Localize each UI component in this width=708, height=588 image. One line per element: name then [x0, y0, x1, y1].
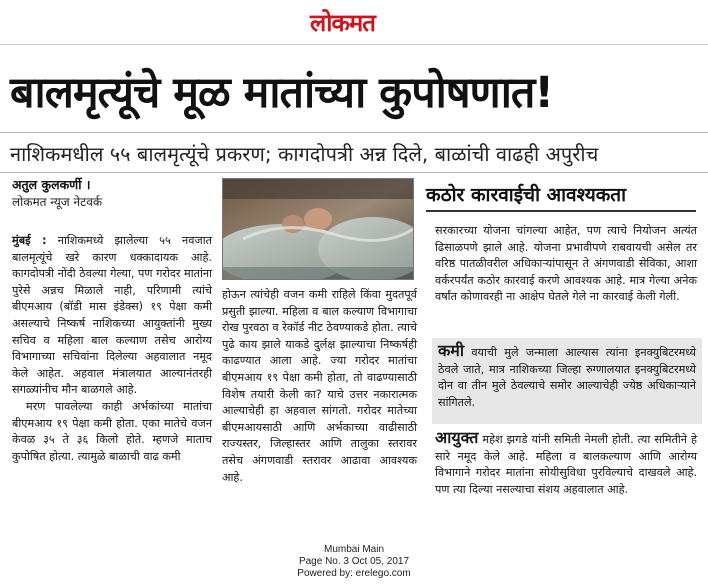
commissioner-text: महेश झगडे यांनी समिती नेमली होती. त्या समितीने हे सारे नमूद केले आहे. महिला व बालकल्याण आणि आरोग्य विभागाने गरोदर मातांना सोयीसुविधा पुरविल्याचे दाखवले आहे. पण त्या दिल्या नसल्याचा संशय अहवालात आहे. — [435, 433, 697, 496]
footer-page-date: Page No. 3 Oct 05, 2017 — [298, 556, 410, 567]
box-paragraph-3 — [435, 430, 697, 498]
commissioner-lead-word: आयुक्त — [435, 428, 479, 447]
lokmat-logo: लोकमत — [310, 8, 375, 37]
box-column — [435, 223, 697, 306]
callout-lead-word: कमी — [438, 341, 465, 360]
subheadline: नाशिकमधील ५५ बालमृत्यूंचे प्रकरण; कागदोपत्री अन्न दिले, बाळांची वाढही अपुरीच — [10, 142, 599, 166]
masthead — [0, 0, 708, 46]
headline: बालमृत्यूंचे मूळ मातांच्या कुपोषणात! — [10, 68, 553, 118]
byline-author: अतुल कुलकर्णी । — [12, 177, 91, 192]
footer-edition: Mumbai Main — [323, 544, 385, 555]
box-heading: कठोर कारवाईची आवश्यकता — [426, 184, 627, 206]
article-column-2 — [222, 287, 417, 486]
dateline: मुंबई : — [12, 234, 47, 247]
byline — [12, 176, 212, 210]
box-column-bottom — [435, 430, 697, 498]
news-photo — [222, 178, 414, 280]
footer — [0, 544, 708, 580]
box-heading-rule — [426, 210, 696, 212]
shaded-callout-text — [438, 343, 696, 411]
headline-rule — [0, 132, 708, 133]
article-column-1 — [12, 233, 212, 465]
callout-text: वयाची मुले जन्माला आल्यास त्यांना इनक्युबिटरमध्ये ठेवले जाते, मात्र नाशिकच्या जिल्हा रुग्णालयात इनक्युबिटरमध्ये दोन वा तीन मुले ठेवल्याचे समोर आल्याचेही ज्येष्ठ अधिकाऱ्याने सांगितले. — [438, 346, 696, 409]
article-paragraph-2: मरण पावलेल्या काही अर्भकांच्या मातांचा बीएमआय १९ पेक्षा कमी होता. एका मातेचे वजन केवळ ३५ ते ३६ किलो होते. म्हणजे माताच कुपोषित होत्या. त्यामुळे बाळाची वाढ कमी — [12, 399, 212, 463]
box-paragraph-1: सरकारच्या योजना चांगल्या आहेत, पण त्याचे नियोजन अत्यंत ढिसाळपणे झाले आहे. योजना प्रभावीपणे राबवायची असेल तर वरिष्ठ पातळीवरील अधिकाऱ्यांपासून ते अंगणवाडी सेविका, आशा वर्करपर्यंत कठोर कारवाई करणे आवश्यक आहे. मात्र गेल्या अनेक वर्षांत कोणावरही ना आक्षेप घेतले गेले ना कारवाई केली गेली. — [435, 224, 697, 304]
article-paragraph-1 — [12, 233, 212, 399]
box-paragraph-2 — [438, 343, 696, 411]
article-paragraph-3: होऊन त्यांचेही वजन कमी राहिले किंवा मुदतपूर्व प्रसुती झाल्या. महिला व बाल कल्याण विभागाचा रोख पुरवठा व रेकॉर्ड नीट ठेवण्याकडे होता. त्याचे पुढे काय झाले याकडे दुर्लक्ष झाल्याचा निष्कर्षही काढण्यात आला आहे. ज्या गरोदर मातांचा बीएमआय १९ पेक्षा कमी होता, तो वाढण्यासाठी विशेष तयारी केली का? याचे उत्तर नकारात्मक आल्याचेही हा अहवाल सांगतो. गरोदर मातेच्या बीएमआयसाठी आणि अर्भकाच्या वाढीसाठी राज्यस्तर, जिल्हास्तर आणि तालुका स्तरावर तसेच अंगणवाडी स्तरावर आढावा आवश्यक आहे. — [222, 288, 417, 484]
subhead-rule — [0, 172, 708, 173]
byline-agency: लोकमत न्यूज नेटवर्क — [12, 195, 103, 209]
masthead-divider — [0, 44, 708, 45]
paragraph-1-text: नाशिकमध्ये झालेल्या ५५ नवजात बालमृत्यूंचे खरे कारण धक्कादायक आहे. कागदोपत्री नोंदी ठेवल्या गेल्या, पण गरोदर मातांना पुरेसे अन्नच मिळाले नाही, परिणामी त्यांचे बीएमआय (बॉडी मास इंडेक्स) १९ पेक्षा कमी असल्याचे निष्कर्ष नाशिकच्या आयुक्तांनी मुख्य सचिव व महिला बाल कल्याण तसेच आरोग्य विभागाच्या सचिवांना दिलेल्या अहवालात नमूद केले आहेत. अहवाल मंत्रालयात आल्यानंतरही सगळ्यांनीच मौन बाळगले आहे. — [12, 234, 212, 397]
footer-powered-by: Powered by: erelego.com — [297, 568, 411, 579]
